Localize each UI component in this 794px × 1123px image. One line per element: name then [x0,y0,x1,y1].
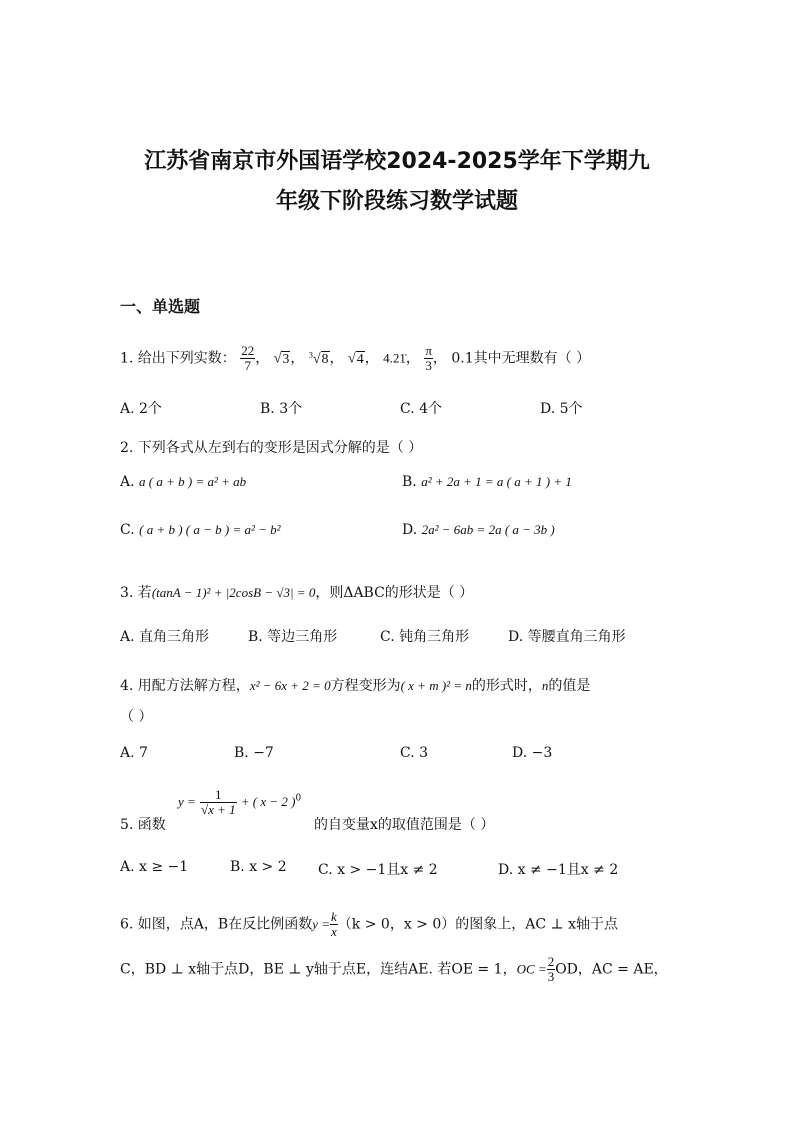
q3-tail: ，则ΔABC的形状是（ ） [315,585,474,601]
question-3 [120,582,473,602]
q2-d-label: D. [402,522,418,538]
q3-expr: (tanA − 1)² + |2cosB − √3| = 0 [151,585,316,600]
q1-rad3: 3 [282,351,290,367]
q1-option-c: C. 4个 [400,401,443,417]
q1-frac-num: 22 [241,343,255,358]
section-heading: 一、单选题 [120,297,201,316]
q1-pi-den: 3 [425,358,432,373]
q1-sep5: ， [405,350,420,367]
q2-c-expr: ( a + b ) ( a − b ) = a² − b² [139,522,281,537]
doc-title-line2: 年级下阶段练习数学试题 [275,189,518,214]
q6-line1-a: 6. 如图，点A，B在反比例函数 [120,916,313,933]
q2-option-a [120,474,246,490]
q4-option-b: B. −7 [234,745,274,761]
q5-option-d: D. x ≠ −1且x ≠ 2 [498,862,619,878]
fraction-22-7 [240,344,255,373]
q1-option-b: B. 3个 [260,401,303,417]
q5-option-c: C. x > −1且x ≠ 2 [318,862,438,878]
q5-option-a: A. x ≥ −1 [120,859,189,875]
q3-option-b: B. 等边三角形 [248,629,338,645]
q5-exp: 0 [295,793,302,804]
q5-formula [178,788,301,817]
q5-plus: + ( x − 2 ) [240,794,296,809]
q1-cbrt-index: 3 [308,349,313,359]
q1-sep4: ， [364,350,379,367]
q5-fraction [200,788,237,817]
fraction-pi-3 [424,344,433,373]
q2-a-expr: a ( a + b ) = a² + ab [139,474,247,489]
q4-option-a: A. 7 [120,745,148,761]
q6-line2-b: OD，AC = AE， [555,961,668,978]
q1-tail: 0.1其中无理数有（ ） [451,350,591,367]
q1-option-a: A. 2个 [120,401,162,417]
q4-mid: 方程变形为 [330,678,401,694]
q6-frac-2-3 [547,955,556,984]
q5-prefix: 5. 函数 [120,817,166,833]
q5-num: 1 [200,788,237,803]
q5-tail: 的自变量x的取值范围是（ ） [314,817,495,833]
q5-den: x + 1 [208,802,236,817]
q6-num: 2 [547,954,555,969]
question-6-line2 [120,955,668,984]
sqrt-4: √4 [348,351,364,367]
q2-option-c [120,522,281,538]
q1-option-d: D. 5个 [540,401,583,417]
q1-repeating-decimal: 4.21̇ [383,350,406,366]
q4-expr1: x² − 6x + 2 = 0 [249,678,331,693]
q6-y: y = [312,916,331,932]
q1-sep2: ， [290,350,305,367]
question-4 [120,675,590,695]
q1-sep6: ， [432,350,447,367]
q4-tail2: 的值是 [548,678,591,694]
q2-option-b [402,474,572,490]
q2-d-expr: 2a² − 6ab = 2a ( a − 3b ) [421,522,555,537]
q2-option-d [402,522,555,538]
q1-rad4: 4 [356,351,364,367]
q1-prefix: 1. 给出下列实数： [120,350,236,367]
q4-option-d: D. −3 [512,745,553,761]
q2-b-label: B. [402,474,417,490]
q4-paren: （ ） [120,709,153,725]
question-2-stem: 2. 下列各式从左到右的变形是因式分解的是（ ） [120,440,423,456]
sqrt-3: √3 [273,351,290,367]
q3-option-c: C. 钝角三角形 [380,629,470,645]
q2-b-expr: a² + 2a + 1 = a ( a + 1 ) + 1 [421,474,572,489]
q6-line1-b: （k > 0，x > 0）的图象上，AC ⊥ x轴于点 [337,916,619,933]
q5-option-b: B. x > 2 [230,859,287,875]
question-6-line1 [120,910,618,939]
q4-tail: 的形式时， [471,678,542,694]
q3-prefix: 3. 若 [120,585,152,601]
q5-y: y = [178,794,196,809]
question-1 [120,344,590,373]
q2-a-label: A. [120,474,135,490]
q4-expr2: ( x + m )² = n [400,678,472,693]
q5-den-wrap: √x + 1 [200,802,236,817]
q4-option-c: C. 3 [400,745,429,761]
q6-line2-a: C，BD ⊥ x轴于点D，BE ⊥ y轴于点E，连结AE. 若OE = 1， [120,961,517,978]
q6-frac-kx [330,910,338,939]
q2-c-label: C. [120,522,135,538]
doc-title-line1: 江苏省南京市外国语学校2024-2025学年下学期九 [144,149,650,174]
q6-x: x [331,924,337,939]
q1-frac-den: 7 [244,358,252,373]
q1-sep1: ， [255,350,270,367]
q6-oc: OC = [516,961,547,977]
q1-sep3: ， [329,350,344,367]
q1-rad8: 8 [321,351,329,367]
q6-k: k [331,909,337,924]
q3-option-d: D. 等腰直角三角形 [508,629,626,645]
cbrt-8: $^3$√8 [308,349,329,367]
q6-den: 3 [547,969,555,984]
q4-prefix: 4. 用配方法解方程， [120,678,250,694]
q3-option-a: A. 直角三角形 [120,629,210,645]
q4-n: n [541,678,549,693]
q1-pi-num: π [425,343,432,358]
